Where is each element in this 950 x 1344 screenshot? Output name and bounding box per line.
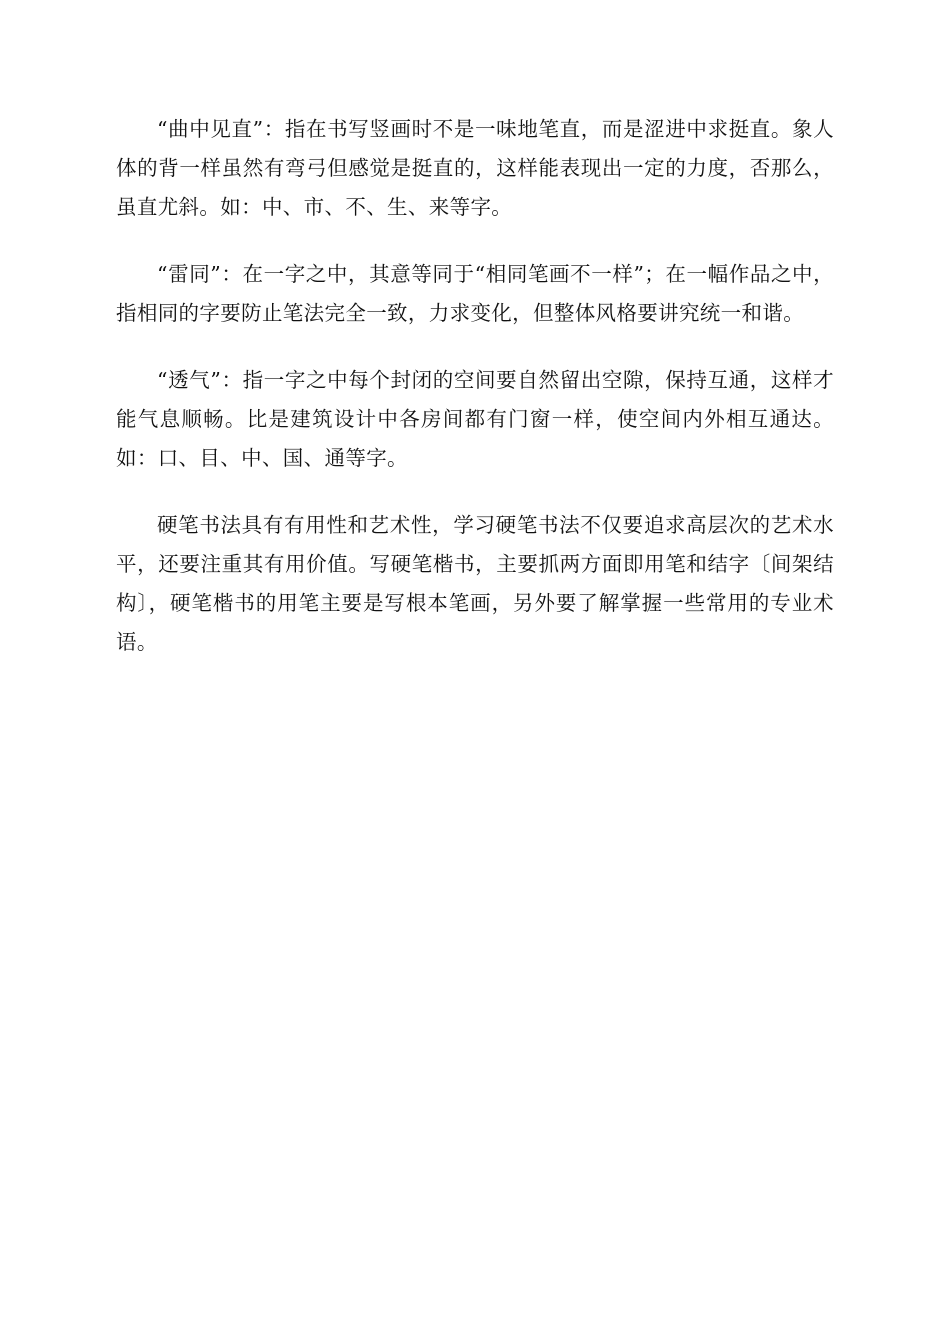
- document-body: [116, 110, 834, 690]
- paragraph-summary: 硬笔书法具有有用性和艺术性，学习硬笔书法不仅要追求高层次的艺术水平，还要注重其有用价值。写硬笔楷书，主要抓两方面即用笔和结字〔间架结构〕，硬笔楷书的用笔主要是写根本笔画，另外要了解掌握一些常用的专业术语。: [116, 513, 834, 654]
- paragraph-qu-zhong-jian-zhi: “曲中见直”：指在书写竖画时不是一味地笔直，而是涩进中求挺直。象人体的背一样虽然有弯弓但感觉是挺直的，这样能表现出一定的力度，否那么，虽直尤斜。如：中、市、不、生、来等字。: [116, 117, 834, 219]
- paragraph-lei-tong: “雷同”：在一字之中，其意等同于“相同笔画不一样”；在一幅作品之中，指相同的字要防止笔法完全一致，力求变化，但整体风格要讲究统一和谐。: [116, 262, 834, 325]
- paragraph-tou-qi: “透气”：指一字之中每个封闭的空间要自然留出空隙，保持互通，这样才能气息顺畅。比是建筑设计中各房间都有门窗一样，使空间内外相互通达。如：口、目、中、国、通等字。: [116, 368, 834, 470]
